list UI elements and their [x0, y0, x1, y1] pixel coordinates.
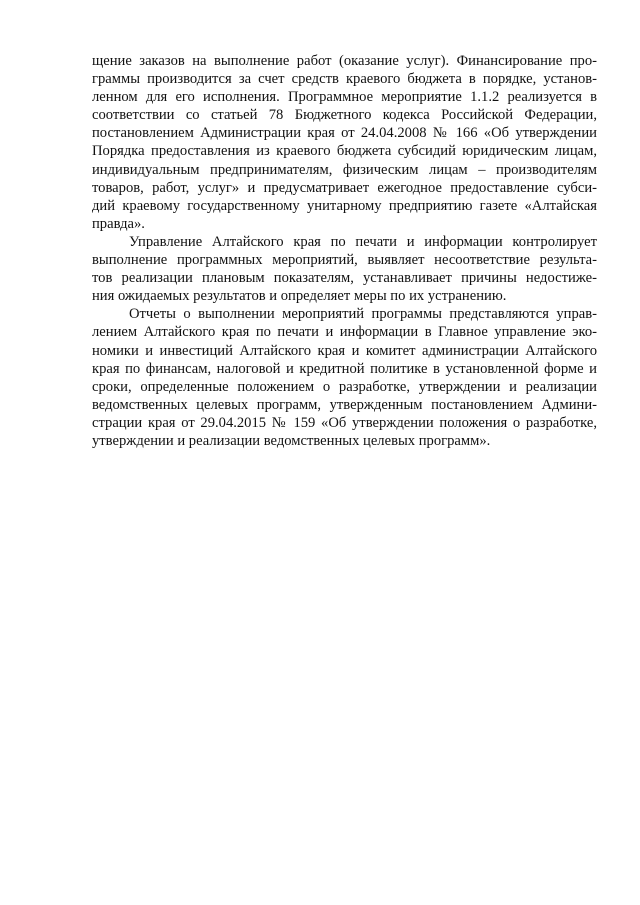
text-line: щение заказов на выполнение работ (оказание услуг). Финансирование про- — [92, 53, 597, 69]
text-line: утверждении и реализации ведомственных целевых программ». — [92, 432, 491, 449]
text-line: товаров, работ, услуг» и предусматривает ежегодное предоставление субси- — [92, 179, 597, 196]
text-line: края по финансам, налоговой и кредитной политике в установленной форме и — [92, 360, 597, 377]
text-line: постановлением Администрации края от 24.04.2008 № 166 «Об утверждении — [92, 125, 597, 142]
text-line: граммы производится за счет средств краевого бюджета в порядке, установ- — [92, 71, 597, 88]
text-line: страции края от 29.04.2015 № 159 «Об утверждении положения о разработке, — [92, 414, 597, 431]
paragraph-control — [92, 233, 597, 305]
text-line: ведомственных целевых программ, утвержденным постановлением Админи- — [92, 396, 597, 413]
text-line: номики и инвестиций Алтайского края и комитет администрации Алтайского — [92, 342, 597, 359]
text-line: Порядка предоставления из краевого бюджета субсидий юридическим лицам, — [92, 143, 597, 160]
text-line: выполнение программных мероприятий, выявляет несоответствие результа- — [92, 252, 597, 269]
body-text — [92, 52, 597, 450]
text-line: дий краевому государственному унитарному предприятию газете «Алтайская — [92, 197, 597, 214]
text-line: Управление Алтайского края по печати и информации контролирует — [129, 233, 597, 250]
text-line: правда». — [92, 215, 145, 232]
text-line: ния ожидаемых результатов и определяет меры по их устранению. — [92, 288, 507, 305]
text-line: индивидуальным предпринимателям, физическим лицам – производителям — [92, 161, 597, 178]
paragraph-continuation — [92, 52, 597, 233]
text-line: Отчеты о выполнении мероприятий программы представляются управ- — [129, 306, 597, 323]
paragraph-reports — [92, 305, 597, 450]
text-line: лением Алтайского края по печати и информации в Главное управление эко- — [92, 324, 597, 341]
text-line: соответствии со статьей 78 Бюджетного кодекса Российской Федерации, — [92, 107, 597, 124]
text-line: тов реализации плановым показателям, устанавливает причины недостиже- — [92, 270, 597, 287]
text-line: ленном для его исполнения. Программное мероприятие 1.1.2 реализуется в — [92, 89, 597, 106]
text-line: сроки, определенные положением о разработке, утверждении и реализации — [92, 378, 597, 395]
